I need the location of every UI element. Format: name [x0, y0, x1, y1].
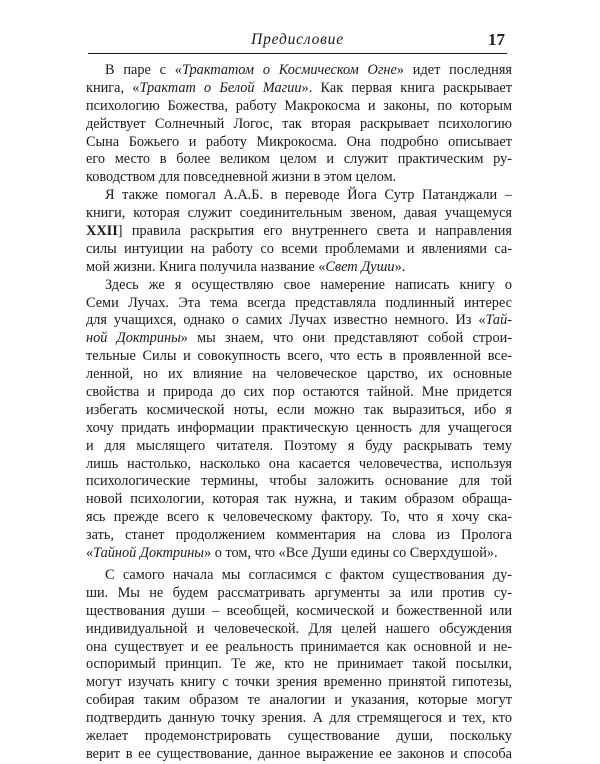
body-text [86, 62, 512, 764]
text-line: мой жизни. Книга получила название «Свет Души». [86, 258, 406, 275]
text-line: лишь настолько, насколько она касается человечества, используя [86, 455, 512, 472]
text-line: XXII] правила раскрытия его внутреннего света и направления [86, 223, 512, 240]
text-line: действует Солнечный Логос, так вторая раскрывает психологию [86, 115, 512, 132]
text-line: ной Доктрины» мы знаем, что они представляют собой строи- [86, 330, 513, 347]
text-line: психологические термины, чтобы заложить основание для той [86, 473, 512, 490]
text-line: желает продемонстрировать существование души, поскольку [86, 727, 512, 744]
page-number: 17 [488, 30, 505, 49]
text-line: книги, которая служит соединительным звеном, давая учащемуся [86, 205, 512, 222]
text-line: Семи Лучах. Эта тема всегда представляла подлинный интерес [86, 294, 512, 311]
running-header [88, 29, 507, 53]
text-line: она существует и ее реальность принимается как основной и не- [86, 638, 512, 655]
text-line: и для мыслящего читателя. Поэтому я буду раскрывать тему [86, 437, 512, 454]
text-line: тельные Силы и совокупность всего, что есть в проявленной все- [86, 348, 512, 365]
text-line: его место в более великом целом и служит практическим ру- [86, 151, 512, 168]
text-line: С самого начала мы согласимся с фактом существования ду- [105, 566, 512, 583]
text-line: Я также помогал А.А.Б. в переводе Йога Сутр Патанджали – [105, 187, 512, 204]
text-line: психологию Божества, работу Макрокосма и законы, по которым [86, 97, 512, 114]
text-line: ленной, но их влияние на человеческое царство, их основные [86, 366, 512, 383]
text-line: «Тайной Доктрины» о том, что «Все Души едины со Сверхдушой». [86, 545, 498, 562]
text-line: новой психологии, которая так нужна, и таким образом обраща- [86, 491, 512, 508]
text-line: зать, станет продолжением комментария на слова из Пролога [86, 527, 512, 544]
text-line: силы интуиции на работу со всеми проблемами и явлениями са- [86, 240, 512, 257]
text-line: ши. Мы не будем рассматривать аргументы за или против су- [86, 584, 512, 601]
running-title: Предисловие [251, 31, 344, 48]
text-line: верит в ее существование, данное выражение ее законов и способа [86, 745, 512, 762]
text-line: собирая таким образом те аналогии и указания, которые могут [86, 692, 512, 709]
text-line: могут изучать книгу с точки зрения временно принятой гипотезы, [86, 674, 512, 691]
text-line: хочу придать информации практическую ценность для учащегося [86, 419, 512, 436]
text-line: ясь прежде всего к человеческому фактору. То, что я хочу ска- [86, 509, 512, 526]
text-line: для учащихся, однако о самих Лучах известно немного. Из «Тай- [86, 312, 512, 329]
text-line: оспоримый принцип. Те же, кто не принимает такой посылки, [86, 656, 512, 673]
header-rule [88, 53, 507, 54]
text-line: ководством для повседневной жизни в этом целом. [86, 169, 397, 186]
text-line: Сына Божьего и работу Микрокосма. Она подробно описывает [86, 133, 512, 150]
text-line: книга, «Трактат о Белой Магии». Как первая книга раскрывает [86, 79, 513, 96]
text-line: ществования души – всеобщей, космической и божественной или [86, 602, 512, 619]
text-line: подтвердить данную точку зрения. А для стремящегося и тех, кто [86, 710, 512, 727]
text-line: избегать космической ноты, если можно так выразиться, ибо я [86, 401, 512, 418]
text-line: В паре с «Трактатом о Космическом Огне» идет последняя [105, 62, 512, 78]
text-line: Здесь же я осуществляю свое намерение написать книгу о [105, 276, 512, 293]
text-line: свойства и природа до сих пор остаются тайной. Мне придется [86, 384, 512, 401]
text-line: индивидуальной и человеческой. Для целей нашего обсуждения [86, 620, 512, 637]
